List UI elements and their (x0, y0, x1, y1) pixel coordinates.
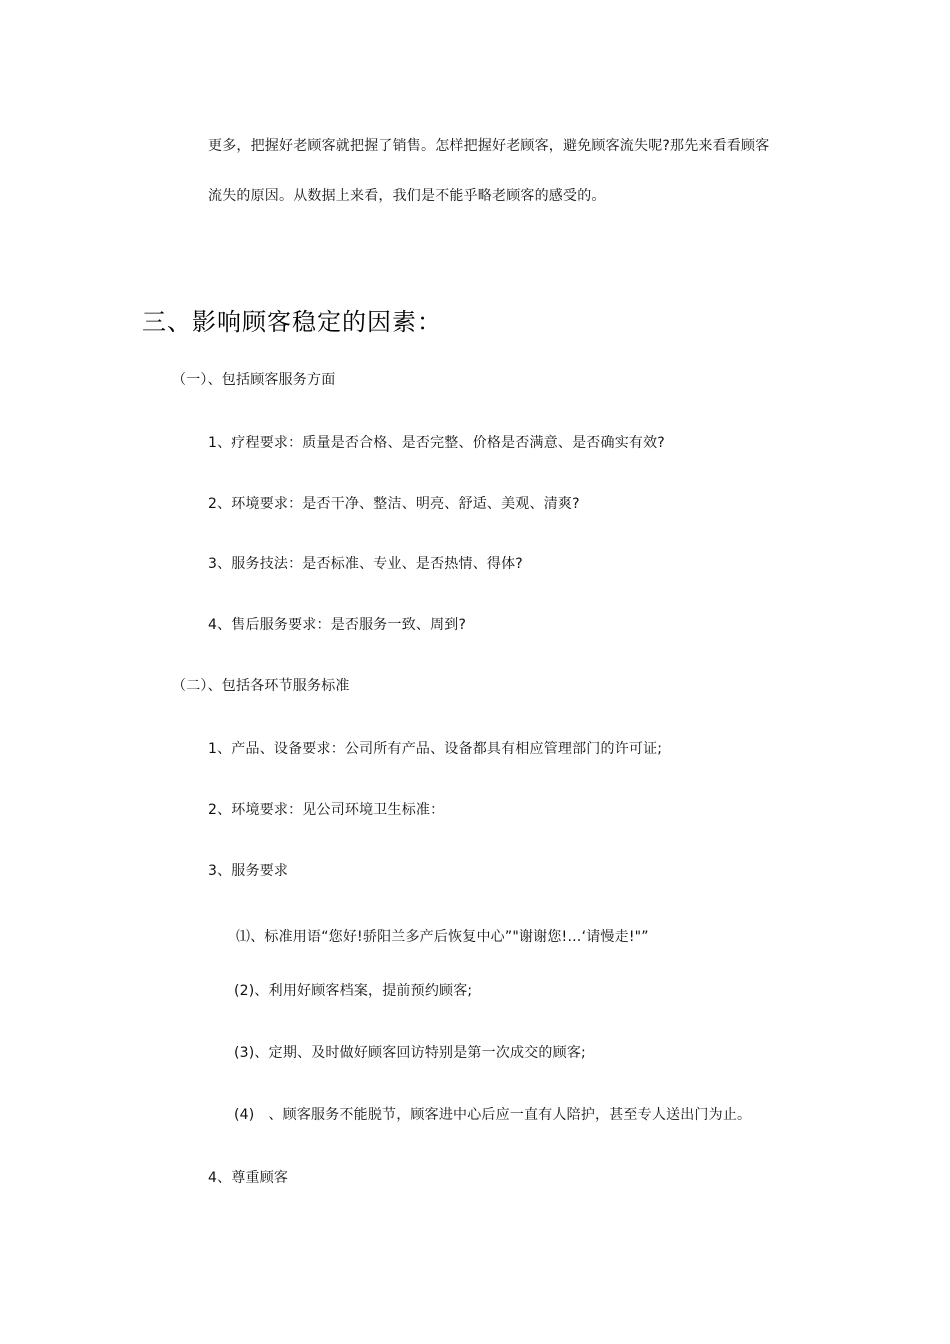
sub-item-4-text: 、顾客服务不能脱节，顾客进中心后应一直有人陪护，甚至专人送出门为止。 (268, 1107, 752, 1123)
section-heading: 三、影响顾客稳定的因素： (142, 308, 442, 336)
sub-item-4 (234, 1105, 751, 1125)
intro-line-1: 更多，把握好老顾客就把握了销售。怎样把握好老顾客，避免顾客流失呢?那先来看看顾客 (208, 138, 770, 154)
sub-item-1: ⑴、标准用语“您好!骄阳兰多产后恢复中心”"谢谢您!…‘请慢走!"” (236, 929, 649, 945)
part1-item-4: 4、售后服务要求：是否服务一致、周到? (208, 617, 467, 633)
part2-item-2: 2、环境要求：见公司环境卫生标准： (208, 802, 445, 818)
part2-item-4: 4、尊重顾客 (208, 1170, 289, 1186)
part1-item-3: 3、服务技法：是否标准、专业、是否热情、得体? (208, 556, 523, 572)
part2-title: （二）、包括各环节服务标准 (172, 678, 350, 694)
sub-item-4-number: (4) (234, 1107, 255, 1123)
part2-item-1: 1、产品、设备要求：公司所有产品、设备都具有相应管理部门的许可证; (208, 741, 663, 757)
part1-item-2: 2、环境要求：是否干净、整洁、明亮、舒适、美观、清爽? (208, 496, 580, 512)
intro-line-2: 流失的原因。从数据上来看，我们是不能乎略老顾客的感受的。 (208, 188, 606, 204)
part2-item-3: 3、服务要求 (208, 863, 289, 879)
part1-item-1: 1、疗程要求：质量是否合格、是否完整、价格是否满意、是否确实有效? (208, 435, 665, 451)
part1-title: （一）、包括顾客服务方面 (172, 372, 336, 388)
sub-item-3: (3)、定期、及时做好顾客回访特别是第一次成交的顾客; (234, 1045, 586, 1061)
sub-item-2: (2)、利用好顾客档案，提前预约顾客; (234, 983, 473, 999)
